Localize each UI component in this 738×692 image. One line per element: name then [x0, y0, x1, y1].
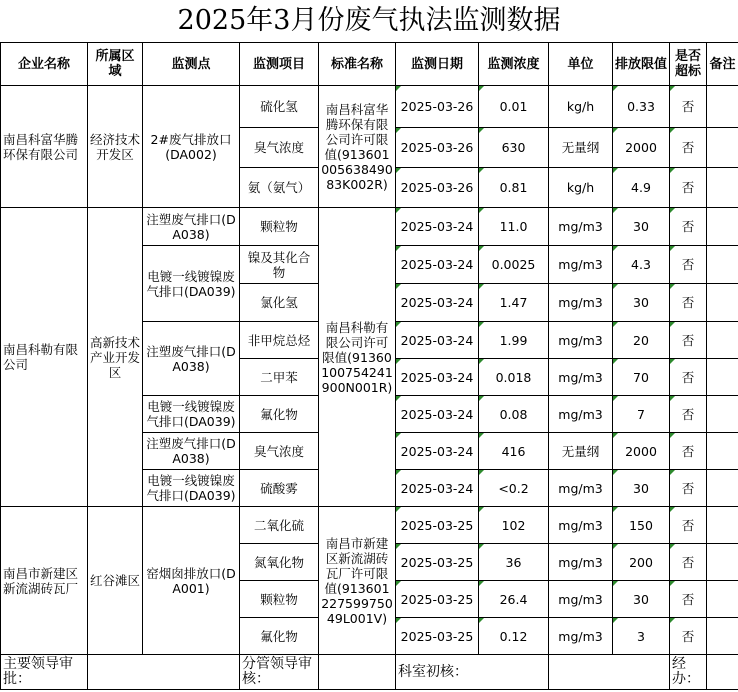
- remarks: [707, 433, 738, 470]
- column-header: 是否超标: [670, 43, 707, 86]
- emission-limit: 0.33: [613, 86, 670, 128]
- exceed-flag: 否: [670, 86, 707, 128]
- emission-limit: 20: [613, 322, 670, 359]
- unit: mg/m3: [549, 208, 613, 246]
- monitoring-item: 非甲烷总烃: [240, 322, 319, 359]
- table-row: [1, 507, 738, 544]
- monitoring-item: 氟化物: [240, 618, 319, 655]
- company-name: 南昌市新建区新流湖砖瓦厂: [1, 507, 88, 655]
- page-title: 2025年3月份废气执法监测数据: [177, 5, 561, 36]
- concentration: 0.01: [479, 86, 549, 128]
- monitoring-item: 颗粒物: [240, 208, 319, 246]
- exceed-flag: 否: [670, 168, 707, 208]
- exceed-flag: 否: [670, 246, 707, 284]
- concentration: 1.99: [479, 322, 549, 359]
- remarks: [707, 470, 738, 507]
- monitoring-point: 注塑废气排口(DA038): [143, 433, 240, 470]
- standard-name: 南昌科勒有限公司许可限值(91360100754241900N001R): [319, 208, 396, 507]
- concentration: 0.0025: [479, 246, 549, 284]
- monitoring-item: 颗粒物: [240, 581, 319, 618]
- exceed-flag: 否: [670, 507, 707, 544]
- remarks: [707, 128, 738, 168]
- emission-limit: 2000: [613, 128, 670, 168]
- monitoring-point: 窑烟囱排放口(DA001): [143, 507, 240, 655]
- monitoring-item: 氨（氨气）: [240, 168, 319, 208]
- monitoring-date: 2025-03-25: [396, 581, 479, 618]
- concentration: 0.81: [479, 168, 549, 208]
- concentration: 1.47: [479, 284, 549, 322]
- remarks: [707, 322, 738, 359]
- unit: mg/m3: [549, 507, 613, 544]
- handler-label: 经办：: [670, 655, 707, 690]
- emission-limit: 4.3: [613, 246, 670, 284]
- monitoring-date: 2025-03-25: [396, 544, 479, 581]
- exceed-flag: 否: [670, 618, 707, 655]
- emission-limit: 4.9: [613, 168, 670, 208]
- unit: mg/m3: [549, 470, 613, 507]
- exceed-flag: 否: [670, 128, 707, 168]
- office-check-field: [549, 655, 670, 690]
- emission-limit: 3: [613, 618, 670, 655]
- monitoring-item: 臭气浓度: [240, 128, 319, 168]
- unit: mg/m3: [549, 618, 613, 655]
- emission-limit: 7: [613, 396, 670, 433]
- remarks: [707, 544, 738, 581]
- unit: kg/h: [549, 168, 613, 208]
- unit: mg/m3: [549, 284, 613, 322]
- exceed-flag: 否: [670, 396, 707, 433]
- concentration: 630: [479, 128, 549, 168]
- column-header: 监测浓度: [479, 43, 549, 86]
- table-row: [1, 86, 738, 128]
- remarks: [707, 507, 738, 544]
- company-name: 南昌科富华腾环保有限公司: [1, 86, 88, 208]
- deputy-review-field: [319, 655, 396, 690]
- remarks: [707, 396, 738, 433]
- leader-approval-label: 主要领导审批：: [1, 655, 88, 690]
- remarks: [707, 581, 738, 618]
- concentration: 26.4: [479, 581, 549, 618]
- monitoring-point: 电镀一线镀镍废气排口(DA039): [143, 396, 240, 433]
- monitoring-item: 硫酸雾: [240, 470, 319, 507]
- monitoring-point: 注塑废气排口(DA038): [143, 208, 240, 246]
- monitoring-point: 注塑废气排口(DA038): [143, 322, 240, 396]
- emission-limit: 150: [613, 507, 670, 544]
- column-header: 企业名称: [1, 43, 88, 86]
- region: 高新技术产业开发区: [88, 208, 143, 507]
- remarks: [707, 246, 738, 284]
- header-row: [1, 43, 738, 86]
- emission-limit: 200: [613, 544, 670, 581]
- handler-field: [707, 655, 738, 690]
- remarks: [707, 284, 738, 322]
- monitoring-date: 2025-03-26: [396, 128, 479, 168]
- remarks: [707, 359, 738, 396]
- monitoring-item: 氮氧化物: [240, 544, 319, 581]
- exceed-flag: 否: [670, 544, 707, 581]
- monitoring-point: 2#废气排放口(DA002): [143, 86, 240, 208]
- monitoring-table: [0, 42, 738, 690]
- column-header: 排放限值: [613, 43, 670, 86]
- monitoring-item: 硫化氢: [240, 86, 319, 128]
- unit: mg/m3: [549, 544, 613, 581]
- column-header: 备注: [707, 43, 738, 86]
- monitoring-date: 2025-03-24: [396, 470, 479, 507]
- column-header: 监测项目: [240, 43, 319, 86]
- remarks: [707, 208, 738, 246]
- monitoring-point: 电镀一线镀镍废气排口(DA039): [143, 246, 240, 322]
- concentration: 416: [479, 433, 549, 470]
- emission-limit: 30: [613, 284, 670, 322]
- remarks: [707, 168, 738, 208]
- column-header: 标准名称: [319, 43, 396, 86]
- monitoring-date: 2025-03-24: [396, 246, 479, 284]
- column-header: 单位: [549, 43, 613, 86]
- unit: mg/m3: [549, 359, 613, 396]
- monitoring-point: 电镀一线镀镍废气排口(DA039): [143, 470, 240, 507]
- standard-name: 南昌科富华腾环保有限公司许可限值(91360100563849083K002R): [319, 86, 396, 208]
- monitoring-date: 2025-03-24: [396, 396, 479, 433]
- exceed-flag: 否: [670, 208, 707, 246]
- emission-limit: 30: [613, 208, 670, 246]
- unit: 无量纲: [549, 433, 613, 470]
- monitoring-date: 2025-03-24: [396, 322, 479, 359]
- monitoring-date: 2025-03-26: [396, 86, 479, 128]
- unit: mg/m3: [549, 322, 613, 359]
- emission-limit: 30: [613, 470, 670, 507]
- leader-approval-field: [88, 655, 240, 690]
- column-header: 监测点: [143, 43, 240, 86]
- unit: mg/m3: [549, 396, 613, 433]
- concentration: 0.018: [479, 359, 549, 396]
- monitoring-item: 臭气浓度: [240, 433, 319, 470]
- concentration: 11.0: [479, 208, 549, 246]
- monitoring-date: 2025-03-26: [396, 168, 479, 208]
- monitoring-item: 二甲苯: [240, 359, 319, 396]
- exceed-flag: 否: [670, 433, 707, 470]
- exceed-flag: 否: [670, 359, 707, 396]
- concentration: 0.08: [479, 396, 549, 433]
- unit: mg/m3: [549, 581, 613, 618]
- monitoring-date: 2025-03-25: [396, 618, 479, 655]
- concentration: <0.2: [479, 470, 549, 507]
- monitoring-date: 2025-03-25: [396, 507, 479, 544]
- unit: mg/m3: [549, 246, 613, 284]
- exceed-flag: 否: [670, 284, 707, 322]
- emission-limit: 30: [613, 581, 670, 618]
- monitoring-date: 2025-03-24: [396, 359, 479, 396]
- emission-limit: 2000: [613, 433, 670, 470]
- concentration: 36: [479, 544, 549, 581]
- unit: 无量纲: [549, 128, 613, 168]
- unit: kg/h: [549, 86, 613, 128]
- region: 经济技术开发区: [88, 86, 143, 208]
- standard-name: 南昌市新建区新流湖砖瓦厂许可限值(91360122759975049L001V): [319, 507, 396, 655]
- emission-limit: 70: [613, 359, 670, 396]
- monitoring-item: 镍及其化合物: [240, 246, 319, 284]
- monitoring-item: 氯化氢: [240, 284, 319, 322]
- exceed-flag: 否: [670, 322, 707, 359]
- monitoring-date: 2025-03-24: [396, 284, 479, 322]
- concentration: 0.12: [479, 618, 549, 655]
- exceed-flag: 否: [670, 581, 707, 618]
- signature-row: [1, 655, 738, 690]
- exceed-flag: 否: [670, 470, 707, 507]
- monitoring-item: 二氧化硫: [240, 507, 319, 544]
- concentration: 102: [479, 507, 549, 544]
- deputy-review-label: 分管领导审核：: [240, 655, 319, 690]
- monitoring-item: 氟化物: [240, 396, 319, 433]
- office-check-label: 科室初核：: [396, 655, 549, 690]
- column-header: 所属区域: [88, 43, 143, 86]
- region: 红谷滩区: [88, 507, 143, 655]
- remarks: [707, 86, 738, 128]
- monitoring-date: 2025-03-24: [396, 208, 479, 246]
- column-header: 监测日期: [396, 43, 479, 86]
- monitoring-date: 2025-03-24: [396, 433, 479, 470]
- remarks: [707, 618, 738, 655]
- table-row: [1, 208, 738, 246]
- company-name: 南昌科勒有限公司: [1, 208, 88, 507]
